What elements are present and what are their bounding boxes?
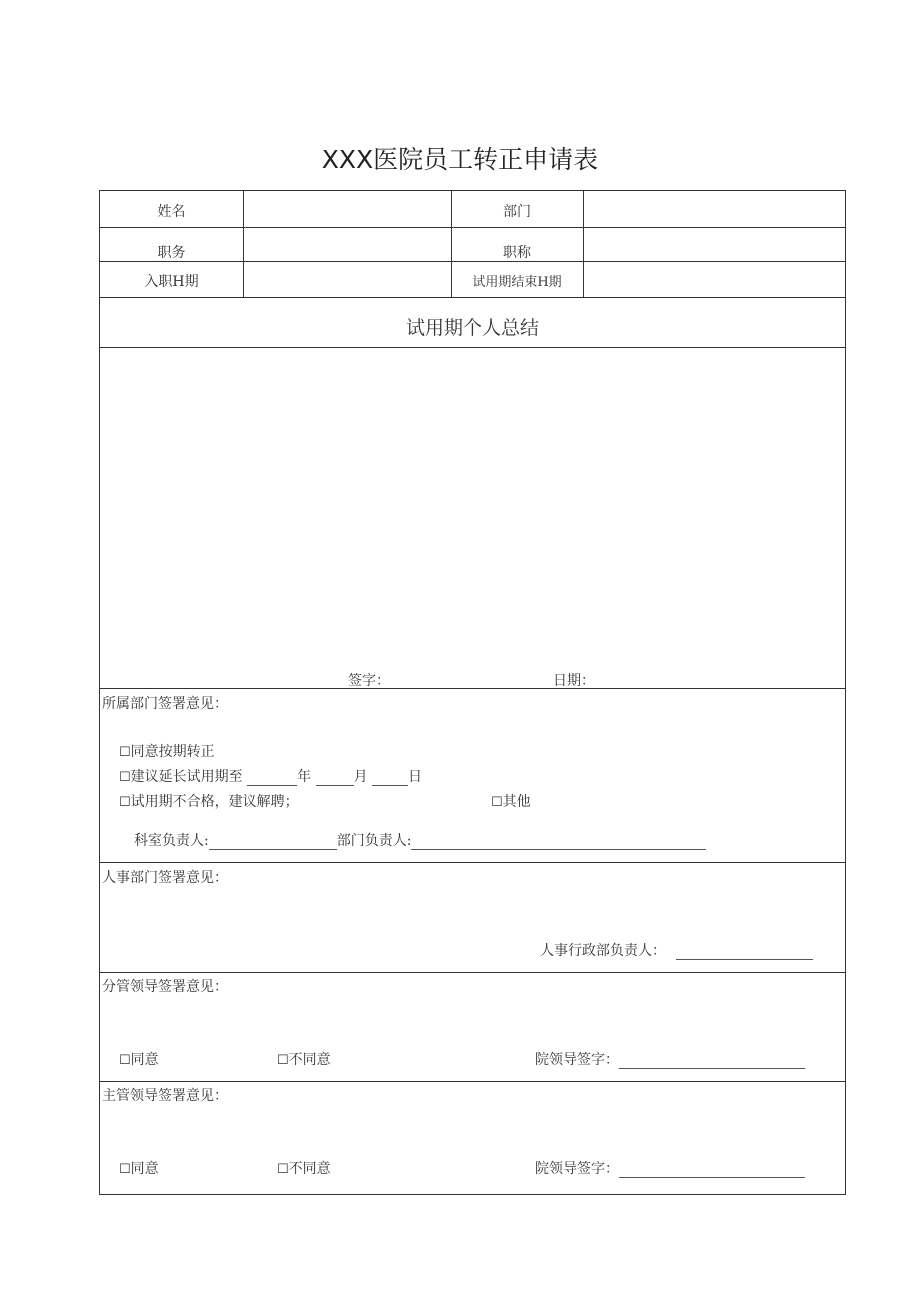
branch-agree-option[interactable]: ☐同意 — [119, 1052, 159, 1068]
branch-leader-opinion-label: 分管领导签署意见： — [102, 979, 228, 995]
checkbox-icon[interactable]: ☐ — [119, 745, 131, 760]
entry-date-field[interactable] — [248, 265, 446, 293]
chief-sign-field[interactable] — [619, 1163, 805, 1178]
checkbox-icon[interactable]: ☐ — [119, 795, 131, 810]
row-divider — [100, 1081, 845, 1082]
dept-head-field[interactable] — [411, 835, 706, 850]
row-divider — [100, 688, 845, 689]
section-head-label: 科室负责人: — [134, 833, 209, 849]
summary-textarea[interactable] — [104, 351, 841, 661]
branch-sign-label: 院领导签字： — [535, 1052, 619, 1068]
option-extend[interactable]: ☐建议延长试用期至 年 月 日 — [119, 769, 423, 785]
entry-date-label: 入职H期 — [144, 274, 199, 290]
chief-disagree-option[interactable]: ☐不同意 — [277, 1161, 331, 1177]
extend-month-field[interactable] — [316, 771, 354, 786]
probation-end-field[interactable] — [588, 265, 838, 293]
option-fail[interactable]: ☐试用期不合格，建议解聘； — [119, 794, 299, 810]
chief-sign-label: 院领导签字： — [535, 1161, 619, 1177]
checkbox-icon[interactable]: ☐ — [119, 770, 131, 785]
summary-heading: 试用期个人总结 — [405, 317, 539, 339]
row-divider — [100, 972, 845, 973]
position-field[interactable] — [248, 231, 446, 258]
col-divider — [583, 191, 584, 297]
dept-head-label: 部门负责人: — [336, 833, 412, 849]
branch-sign-field[interactable] — [619, 1054, 805, 1069]
dept-opinion-label: 所属部门签署意见： — [102, 696, 228, 712]
position-label: 职务 — [157, 245, 186, 261]
professional-title-field[interactable] — [588, 231, 838, 258]
branch-disagree-option[interactable]: ☐不同意 — [277, 1052, 331, 1068]
page-title: XXX医院员工转正申请表 — [321, 145, 599, 174]
checkbox-icon[interactable]: ☐ — [119, 1162, 131, 1177]
row-divider — [100, 862, 845, 863]
hr-head-field[interactable] — [676, 945, 813, 960]
probation-end-label: 试用期结束H期 — [472, 275, 562, 290]
summary-sign-label: 签字： — [348, 673, 390, 689]
branch-leader-signature — [535, 1049, 805, 1069]
row-divider — [100, 227, 845, 228]
extend-day-field[interactable] — [372, 771, 408, 786]
row-divider — [100, 297, 845, 298]
checkbox-icon[interactable]: ☐ — [119, 1053, 131, 1068]
dept-label: 部门 — [503, 204, 531, 220]
extend-year-field[interactable] — [247, 771, 297, 786]
section-head-field[interactable] — [209, 835, 337, 850]
row-divider — [100, 347, 845, 348]
professional-title-label: 职称 — [503, 245, 531, 261]
dept-signatures — [134, 830, 706, 850]
name-label: 姓名 — [157, 204, 186, 220]
chief-leader-signature — [535, 1158, 805, 1178]
hr-head-label: 人事行政部负责人： — [540, 943, 666, 959]
chief-leader-opinion-label: 主管领导签署意见： — [102, 1088, 228, 1104]
name-field[interactable] — [248, 195, 446, 223]
summary-date-label: 日期： — [553, 673, 595, 689]
application-form — [99, 190, 846, 1195]
chief-agree-option[interactable]: ☐同意 — [119, 1161, 159, 1177]
option-agree[interactable]: ☐同意按期转正 — [119, 744, 215, 760]
checkbox-icon[interactable]: ☐ — [491, 795, 503, 810]
hr-signature — [540, 940, 813, 960]
checkbox-icon[interactable]: ☐ — [277, 1162, 289, 1177]
dept-field[interactable] — [588, 195, 838, 223]
checkbox-icon[interactable]: ☐ — [277, 1053, 289, 1068]
col-divider — [243, 191, 244, 297]
option-other[interactable]: ☐其他 — [491, 794, 531, 810]
hr-opinion-label: 人事部门签署意见： — [102, 870, 228, 886]
